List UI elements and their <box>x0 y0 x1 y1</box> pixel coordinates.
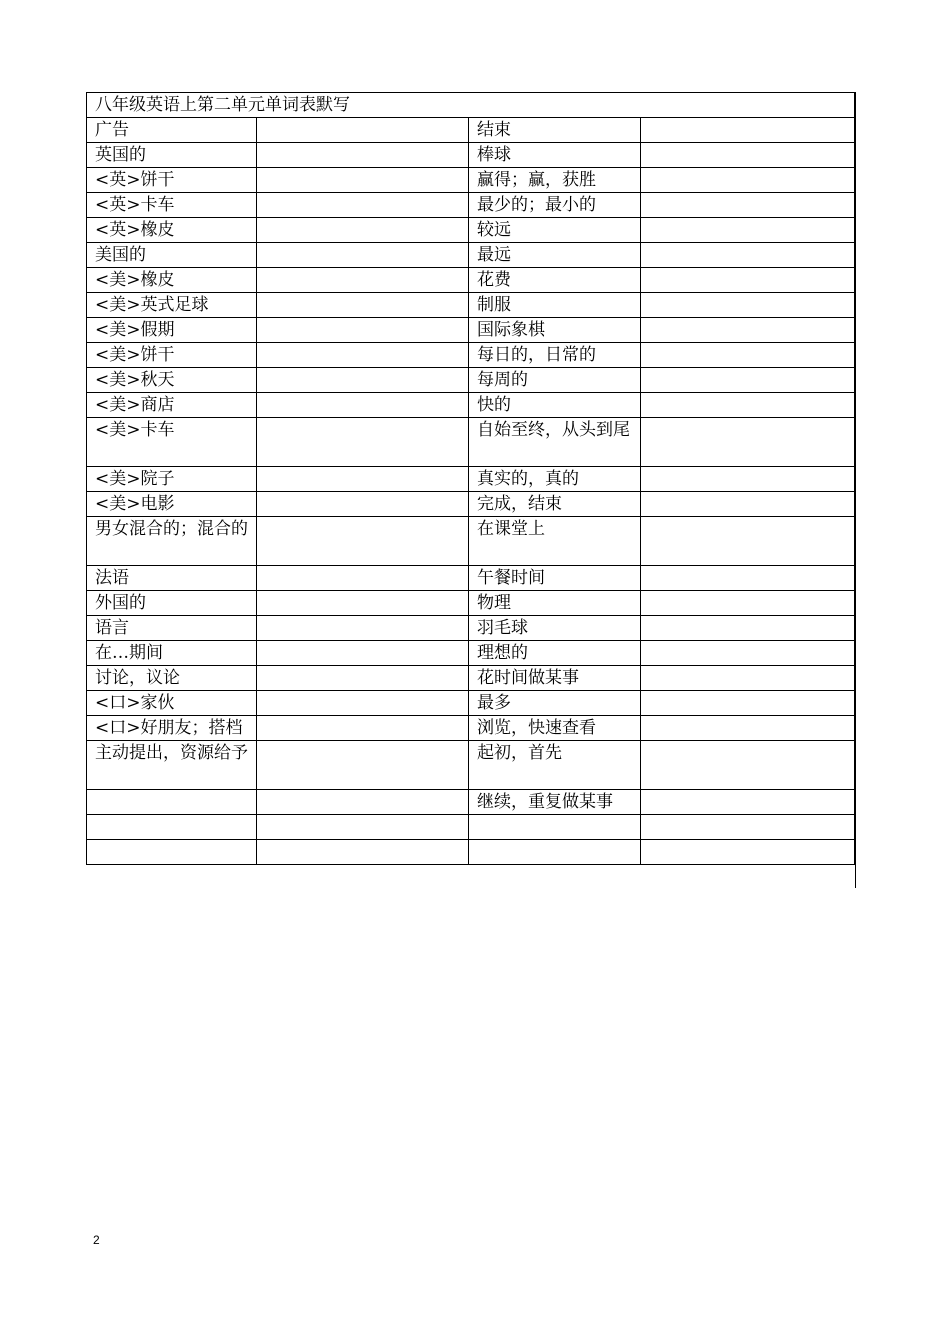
answer-cell[interactable] <box>641 492 855 517</box>
answer-cell[interactable] <box>641 318 855 343</box>
answer-cell[interactable] <box>641 815 855 840</box>
prompt-cell: 主动提出，资源给予 <box>87 741 257 790</box>
prompt-cell: 最远 <box>469 243 641 268</box>
answer-cell[interactable] <box>257 393 469 418</box>
prompt-cell <box>469 815 641 840</box>
prompt-cell: <美>假期 <box>87 318 257 343</box>
prompt-cell: 花费 <box>469 268 641 293</box>
prompt-cell: <美>英式足球 <box>87 293 257 318</box>
answer-cell[interactable] <box>641 616 855 641</box>
answer-cell[interactable] <box>257 243 469 268</box>
prompt-cell: 羽毛球 <box>469 616 641 641</box>
answer-cell[interactable] <box>257 815 469 840</box>
answer-cell[interactable] <box>641 641 855 666</box>
prompt-cell: 在…期间 <box>87 641 257 666</box>
table-row <box>87 641 855 666</box>
table-row <box>87 218 855 243</box>
prompt-cell <box>87 815 257 840</box>
prompt-cell: <美>饼干 <box>87 343 257 368</box>
table-row <box>87 517 855 566</box>
answer-cell[interactable] <box>257 168 469 193</box>
answer-cell[interactable] <box>641 393 855 418</box>
prompt-cell: <美>商店 <box>87 393 257 418</box>
answer-cell[interactable] <box>641 368 855 393</box>
answer-cell[interactable] <box>641 243 855 268</box>
answer-cell[interactable] <box>641 467 855 492</box>
prompt-cell <box>87 840 257 865</box>
prompt-cell: 英国的 <box>87 143 257 168</box>
table-row <box>87 616 855 641</box>
prompt-cell: 赢得；赢，获胜 <box>469 168 641 193</box>
table-row <box>87 790 855 815</box>
answer-cell[interactable] <box>641 666 855 691</box>
prompt-cell: 较远 <box>469 218 641 243</box>
prompt-cell: 浏览，快速查看 <box>469 716 641 741</box>
answer-cell[interactable] <box>257 566 469 591</box>
prompt-cell: <英>饼干 <box>87 168 257 193</box>
prompt-cell <box>469 840 641 865</box>
prompt-cell: 法语 <box>87 566 257 591</box>
answer-cell[interactable] <box>257 143 469 168</box>
prompt-cell: 国际象棋 <box>469 318 641 343</box>
prompt-cell: 真实的，真的 <box>469 467 641 492</box>
prompt-cell: 花时间做某事 <box>469 666 641 691</box>
prompt-cell: 棒球 <box>469 143 641 168</box>
table-row <box>87 268 855 293</box>
answer-cell[interactable] <box>641 691 855 716</box>
table-row <box>87 566 855 591</box>
vocab-table-body <box>87 93 855 865</box>
answer-cell[interactable] <box>257 218 469 243</box>
table-row <box>87 368 855 393</box>
prompt-cell: 每日的，日常的 <box>469 343 641 368</box>
answer-cell[interactable] <box>641 118 855 143</box>
prompt-cell: 理想的 <box>469 641 641 666</box>
prompt-cell: <美>卡车 <box>87 418 257 467</box>
table-row <box>87 343 855 368</box>
answer-cell[interactable] <box>257 268 469 293</box>
answer-cell[interactable] <box>641 591 855 616</box>
answer-cell[interactable] <box>641 193 855 218</box>
prompt-cell: 继续，重复做某事 <box>469 790 641 815</box>
table-row <box>87 815 855 840</box>
answer-cell[interactable] <box>641 741 855 790</box>
answer-cell[interactable] <box>641 517 855 566</box>
prompt-cell: 制服 <box>469 293 641 318</box>
answer-cell[interactable] <box>641 268 855 293</box>
worksheet-title: 八年级英语上第二单元单词表默写 <box>87 93 855 118</box>
prompt-cell: <英>橡皮 <box>87 218 257 243</box>
table-row <box>87 492 855 517</box>
prompt-cell: <美>院子 <box>87 467 257 492</box>
table-row <box>87 716 855 741</box>
table-row <box>87 840 855 865</box>
answer-cell[interactable] <box>641 343 855 368</box>
table-row <box>87 666 855 691</box>
prompt-cell <box>87 790 257 815</box>
prompt-cell: 最少的；最小的 <box>469 193 641 218</box>
prompt-cell: 快的 <box>469 393 641 418</box>
prompt-cell: <口>好朋友；搭档 <box>87 716 257 741</box>
table-row <box>87 293 855 318</box>
table-row <box>87 243 855 268</box>
table-row <box>87 691 855 716</box>
page-number: 2 <box>93 1233 100 1247</box>
answer-cell[interactable] <box>257 343 469 368</box>
answer-cell[interactable] <box>257 368 469 393</box>
answer-cell[interactable] <box>257 467 469 492</box>
answer-cell[interactable] <box>641 566 855 591</box>
prompt-cell: 最多 <box>469 691 641 716</box>
answer-cell[interactable] <box>257 641 469 666</box>
answer-cell[interactable] <box>257 492 469 517</box>
table-row <box>87 168 855 193</box>
answer-cell[interactable] <box>257 293 469 318</box>
prompt-cell: <美>秋天 <box>87 368 257 393</box>
prompt-cell: 结束 <box>469 118 641 143</box>
answer-cell[interactable] <box>641 716 855 741</box>
table-row <box>87 193 855 218</box>
table-row <box>87 418 855 467</box>
answer-cell[interactable] <box>641 293 855 318</box>
table-row <box>87 741 855 790</box>
answer-cell[interactable] <box>257 318 469 343</box>
answer-cell[interactable] <box>257 418 469 467</box>
answer-cell[interactable] <box>257 666 469 691</box>
prompt-cell: 广告 <box>87 118 257 143</box>
prompt-cell: <美>电影 <box>87 492 257 517</box>
answer-cell[interactable] <box>641 418 855 467</box>
prompt-cell: 外国的 <box>87 591 257 616</box>
prompt-cell: 在课堂上 <box>469 517 641 566</box>
table-row <box>87 318 855 343</box>
prompt-cell: 午餐时间 <box>469 566 641 591</box>
prompt-cell: 自始至终，从头到尾 <box>469 418 641 467</box>
answer-cell[interactable] <box>641 790 855 815</box>
table-row <box>87 393 855 418</box>
answer-cell[interactable] <box>257 790 469 815</box>
title-row <box>87 93 855 118</box>
table-row <box>87 591 855 616</box>
table-row <box>87 467 855 492</box>
prompt-cell: 语言 <box>87 616 257 641</box>
answer-cell[interactable] <box>257 517 469 566</box>
vocab-table <box>86 92 855 865</box>
prompt-cell: 每周的 <box>469 368 641 393</box>
answer-cell[interactable] <box>257 118 469 143</box>
prompt-cell: 美国的 <box>87 243 257 268</box>
prompt-cell: <口>家伙 <box>87 691 257 716</box>
answer-cell[interactable] <box>641 168 855 193</box>
answer-cell[interactable] <box>257 616 469 641</box>
prompt-cell: 男女混合的；混合的 <box>87 517 257 566</box>
answer-cell[interactable] <box>641 840 855 865</box>
answer-cell[interactable] <box>257 716 469 741</box>
prompt-cell: 讨论，议论 <box>87 666 257 691</box>
answer-cell[interactable] <box>257 591 469 616</box>
answer-cell[interactable] <box>257 193 469 218</box>
answer-cell[interactable] <box>257 691 469 716</box>
table-right-border <box>855 92 856 888</box>
prompt-cell: <美>橡皮 <box>87 268 257 293</box>
table-row <box>87 118 855 143</box>
prompt-cell: 完成，结束 <box>469 492 641 517</box>
prompt-cell: 起初，首先 <box>469 741 641 790</box>
answer-cell[interactable] <box>641 143 855 168</box>
prompt-cell: <英>卡车 <box>87 193 257 218</box>
answer-cell[interactable] <box>257 840 469 865</box>
prompt-cell: 物理 <box>469 591 641 616</box>
answer-cell[interactable] <box>257 741 469 790</box>
answer-cell[interactable] <box>641 218 855 243</box>
table-row <box>87 143 855 168</box>
